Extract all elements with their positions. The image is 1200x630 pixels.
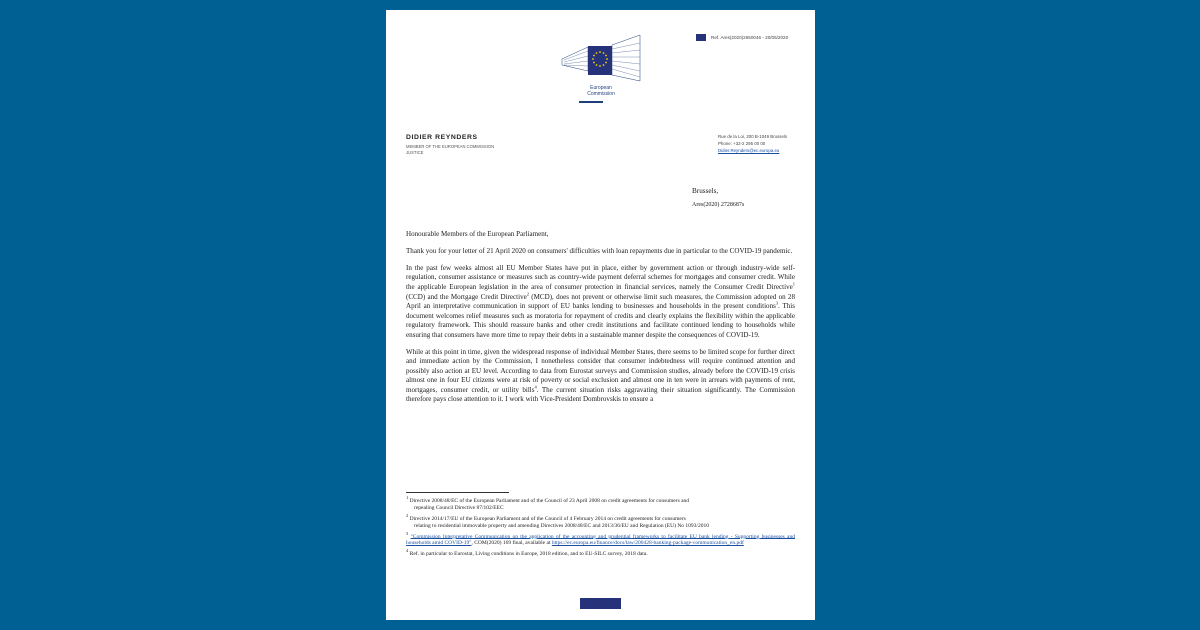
salutation: Honourable Members of the European Parliament, <box>406 230 549 238</box>
paragraph-3-text-a: While at this point in time, given the widespread response of individual Member States, there seems to be limited scope for further direct and immediate action by the Commission, I nonetheless consider that consumer indebtedness will require continued attention and possibly also action at EU level. According to data from Eurostat surveys and Commission studies, already before the COVID-19 crisis almost one in four EU citizens were at risk of poverty or social exclusion and almost one in ten were in arrears with payments of rent, mortgages, consumer credit, or utility bills <box>406 347 795 394</box>
footnote-2-number: 2 <box>406 512 409 518</box>
commission-building-icon <box>560 33 650 85</box>
paragraph-3-text-b: . The current situation risks aggravating their situation significantly. The Commission therefore pays close attention to it. I work with Vice-President Dombrovskis to ensure a <box>406 385 795 404</box>
logo-line-1: European <box>590 85 612 91</box>
footnote-ref-4: 4 <box>534 384 537 390</box>
footnote-divider <box>406 492 509 493</box>
footnote-2-line-1: Directive 2014/17/EU of the European Parliament and of the Council of 4 February 2014 on credit agreements for consumers <box>409 515 686 522</box>
footnote-1-line-2: repealing Council Directive 87/102/EEC <box>414 504 504 511</box>
footnotes <box>406 495 795 559</box>
footnote-ref-2: 2 <box>526 291 529 297</box>
footnote-2 <box>406 513 795 530</box>
sender-name: DIDIER REYNDERS <box>406 134 478 141</box>
paragraph-1: Thank you for your letter of 21 April 2020 on consumers' difficulties with loan repayments due in particular to the COVID-19 pandemic. <box>406 246 793 255</box>
sender-role-line-1: MEMBER OF THE EUROPEAN COMMISSION <box>406 144 495 149</box>
paragraph-2 <box>406 264 795 340</box>
footnote-4-text: Ref. in particular to Eurostat, Living conditions in Europe, 2018 edition, and to EU-SILC survey, 2018 data. <box>409 551 648 558</box>
footnote-ref-3: 3 <box>775 300 779 306</box>
footnote-3-reference: , COM(2020) 169 final, available at <box>471 540 551 547</box>
sender-block <box>406 134 494 156</box>
paragraph-3 <box>406 348 795 405</box>
sender-role-line-2: JUSTICE <box>406 150 424 155</box>
address-phone: Phone: +32-2 295 00 00 <box>718 140 766 146</box>
place-city: Brussels, <box>692 187 719 195</box>
paragraph-2-text-b: (CCD) and the Mortgage Credit Directive <box>406 292 527 301</box>
footnote-1-line-1: Directive 2008/48/EC of the European Parliament and of the Council of 23 April 2008 on credit agreements for consumers and <box>409 497 690 504</box>
sender-role <box>406 144 494 156</box>
reference-stamp <box>696 34 788 41</box>
ares-reference: Ares(2020) 2728687s <box>692 202 745 208</box>
footnote-3-number: 3 <box>406 530 409 536</box>
address-street: Rue de la Loi, 200 B-1049 Brussels <box>718 134 788 139</box>
logo-wordmark <box>570 85 632 97</box>
footnote-1-number: 1 <box>406 495 409 500</box>
eu-flag-footer-icon <box>580 598 621 609</box>
footnote-4 <box>406 548 795 558</box>
paragraph-2-text-d: . This document welcomes relief measures such as moratoria for repayment of credits and clearly explains the flexibility within the applicable regulatory framework. This should reassure banks and other credit institutions and facilitate continued lending to households while ensuring that consumers have more time to repay their debts in a sustainable manner despite the consequences of COVID-19. <box>406 302 795 339</box>
address-email-link[interactable]: Didier.Reynders@ec.europa.eu <box>718 147 780 153</box>
paragraph-2-text-c: (MCD), does not prevent or otherwise limit such measures, the Commission adopted on 28 April an interpretative communication in support of EU banks lending to businesses and households in the present conditions <box>406 292 795 311</box>
footnote-1 <box>406 495 795 512</box>
place-and-reference <box>692 184 744 212</box>
reference-number: Ref. Ares(2020)2650046 - 20/05/2020 <box>711 35 789 40</box>
sender-address <box>718 134 787 154</box>
footnote-3-title-link[interactable]: "Commission Interpretative Communication on the application of the accounting and prudential frameworks to facilitate EU bank lending - Supporting businesses and households amid COVID-19" <box>406 533 796 547</box>
eu-flag-icon <box>696 34 706 41</box>
logo-underline <box>579 101 603 103</box>
letter-body <box>406 230 795 412</box>
footnote-3-url-link[interactable]: https://ec.europa.eu/finance/docs/law/200428-banking-package-communication_en.pdf <box>551 540 744 547</box>
footnote-2-line-2: relating to residential immovable property and amending Directives 2008/48/EC and 2013/36/EU and Regulation (EU) No 1093/2010 <box>414 522 709 529</box>
european-commission-logo <box>560 33 650 109</box>
logo-line-2: Commission <box>587 91 615 97</box>
letter-page <box>386 10 815 620</box>
paragraph-2-text-a: In the past few weeks almost all EU Member States have put in place, either by government action or through industry-wide self-regulation, consumer assistance or measures such as country-wide payment deferral schemes for mortgages and consumer credit. While the applicable European legislation in the area of consumer protection in financial services, namely the Consumer Credit Directive <box>406 263 795 291</box>
footnote-3 <box>406 531 795 548</box>
footnote-4-number: 4 <box>406 548 409 554</box>
footnote-ref-1: 1 <box>792 281 795 287</box>
